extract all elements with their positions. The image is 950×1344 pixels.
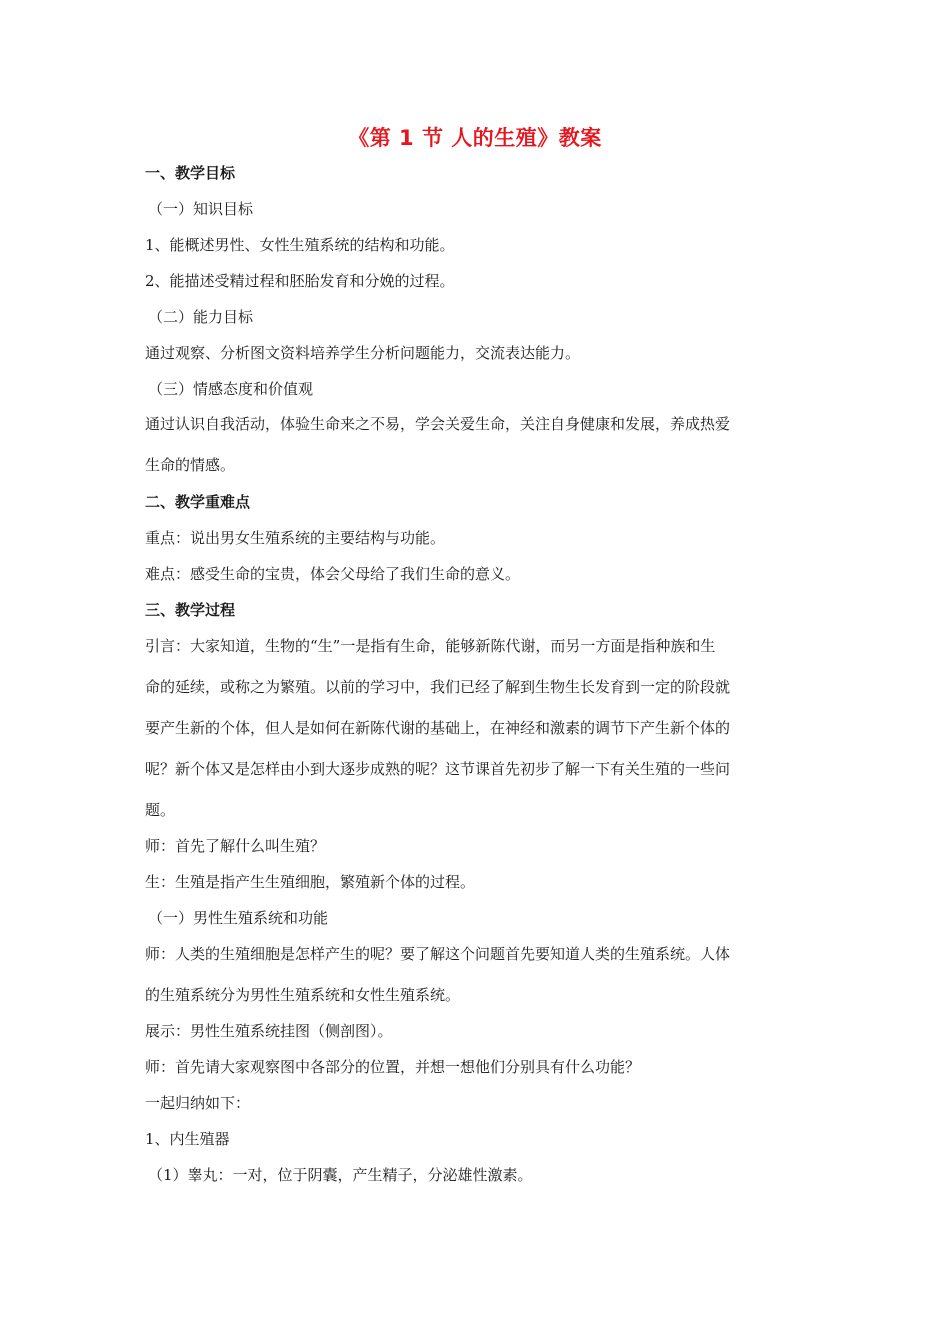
- paragraph-line: 生命的情感。: [145, 456, 236, 474]
- paragraph-line: 通过观察、分析图文资料培养学生分析问题能力，交流表达能力。: [145, 344, 581, 362]
- paragraph-line: 展示：男性生殖系统挂图（侧剖图）。: [145, 1022, 393, 1040]
- subheading-ability-objectives: （二）能力目标: [148, 308, 254, 326]
- paragraph-line: 一起归纳如下：: [145, 1094, 251, 1112]
- paragraph-line: 重点：说出男女生殖系统的主要结构与功能。: [145, 529, 446, 547]
- section-heading-process: 三、教学过程: [145, 601, 236, 619]
- paragraph-line: 通过认识自我活动，体验生命来之不易，学会关爱生命，关注自身健康和发展，养成热爱: [145, 415, 731, 433]
- paragraph-line: 1、能概述男性、女性生殖系统的结构和功能。: [145, 236, 455, 254]
- paragraph-line: 题。: [145, 801, 176, 819]
- paragraph-line: 命的延续，或称之为繁殖。以前的学习中，我们已经了解到生物生长发育到一定的阶段就: [145, 678, 731, 696]
- subheading-knowledge-objectives: （一）知识目标: [148, 200, 254, 218]
- section-heading-objectives: 一、教学目标: [145, 164, 236, 182]
- subheading-male-reproductive-system: （一）男性生殖系统和功能: [148, 909, 329, 927]
- paragraph-line: 呢？新个体又是怎样由小到大逐步成熟的呢？这节课首先初步了解一下有关生殖的一些问: [145, 760, 731, 778]
- paragraph-line: 生：生殖是指产生生殖细胞，繁殖新个体的过程。: [145, 873, 476, 891]
- document-title: 《第 1 节 人的生殖》教案: [348, 126, 602, 150]
- paragraph-line: 难点：感受生命的宝贵，体会父母给了我们生命的意义。: [145, 565, 521, 583]
- paragraph-line: 1、内生殖器: [145, 1130, 230, 1148]
- paragraph-line: （1）睾丸：一对，位于阴囊，产生精子，分泌雄性激素。: [148, 1166, 533, 1184]
- paragraph-line: 师：人类的生殖细胞是怎样产生的呢？要了解这个问题首先要知道人类的生殖系统。人体: [145, 945, 731, 963]
- paragraph-line: 2、能描述受精过程和胚胎发育和分娩的过程。: [145, 272, 455, 290]
- paragraph-line: 要产生新的个体，但人是如何在新陈代谢的基础上，在神经和激素的调节下产生新个体的: [145, 719, 731, 737]
- section-heading-key-points: 二、教学重难点: [145, 493, 251, 511]
- paragraph-line: 引言：大家知道，生物的“生”一是指有生命，能够新陈代谢，而另一方面是指种族和生: [145, 637, 716, 655]
- paragraph-line: 的生殖系统分为男性生殖系统和女性生殖系统。: [145, 986, 461, 1004]
- subheading-emotion-values: （三）情感态度和价值观: [148, 380, 314, 398]
- paragraph-line: 师：首先请大家观察图中各部分的位置，并想一想他们分别具有什么功能？: [145, 1058, 641, 1076]
- paragraph-line: 师：首先了解什么叫生殖？: [145, 837, 326, 855]
